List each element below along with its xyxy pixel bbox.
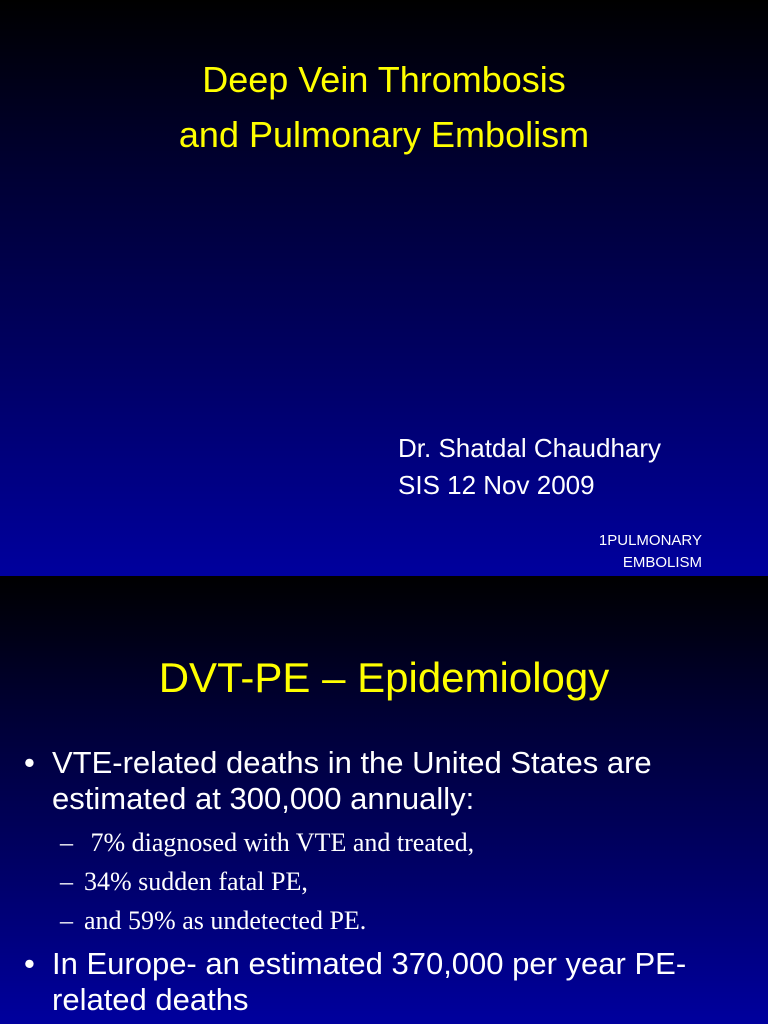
sub-bullet-list bbox=[0, 823, 768, 940]
author-name: Dr. Shatdal Chaudhary bbox=[398, 433, 662, 463]
title-line-1: Deep Vein Thrombosis bbox=[202, 59, 566, 100]
dash-icon: – bbox=[60, 906, 73, 935]
sub-bullet-text: 34% sudden fatal PE, bbox=[84, 867, 308, 896]
bullet-item bbox=[0, 946, 768, 1018]
bullet-icon: • bbox=[24, 745, 35, 780]
sub-bullet-text: and 59% as undetected PE. bbox=[84, 906, 367, 935]
event-date: SIS 12 Nov 2009 bbox=[398, 470, 595, 500]
dash-icon: – bbox=[60, 828, 73, 857]
bullet-text: VTE-related deaths in the United States are estimated at 300,000 annually: bbox=[52, 745, 652, 816]
bullet-item bbox=[0, 745, 768, 817]
slide-2-content bbox=[0, 745, 768, 1018]
footer-line-1: 1PULMONARY bbox=[598, 532, 702, 549]
footer-line-2: EMBOLISM bbox=[622, 554, 702, 571]
slide-title bbox=[0, 52, 768, 162]
dash-icon: – bbox=[60, 867, 73, 896]
sub-bullet-text: 7% diagnosed with VTE and treated, bbox=[84, 828, 475, 857]
title-line-2: and Pulmonary Embolism bbox=[178, 114, 590, 155]
bullet-icon: • bbox=[24, 946, 35, 981]
sub-bullet-item bbox=[0, 901, 768, 940]
bullet-text: In Europe- an estimated 370,000 per year PE-related deaths bbox=[52, 946, 687, 1017]
slide-2-title: DVT-PE – Epidemiology bbox=[158, 654, 610, 701]
sub-bullet-item bbox=[0, 862, 768, 901]
sub-bullet-item bbox=[0, 823, 768, 862]
author-block bbox=[398, 430, 661, 504]
slide-footer bbox=[599, 530, 702, 574]
